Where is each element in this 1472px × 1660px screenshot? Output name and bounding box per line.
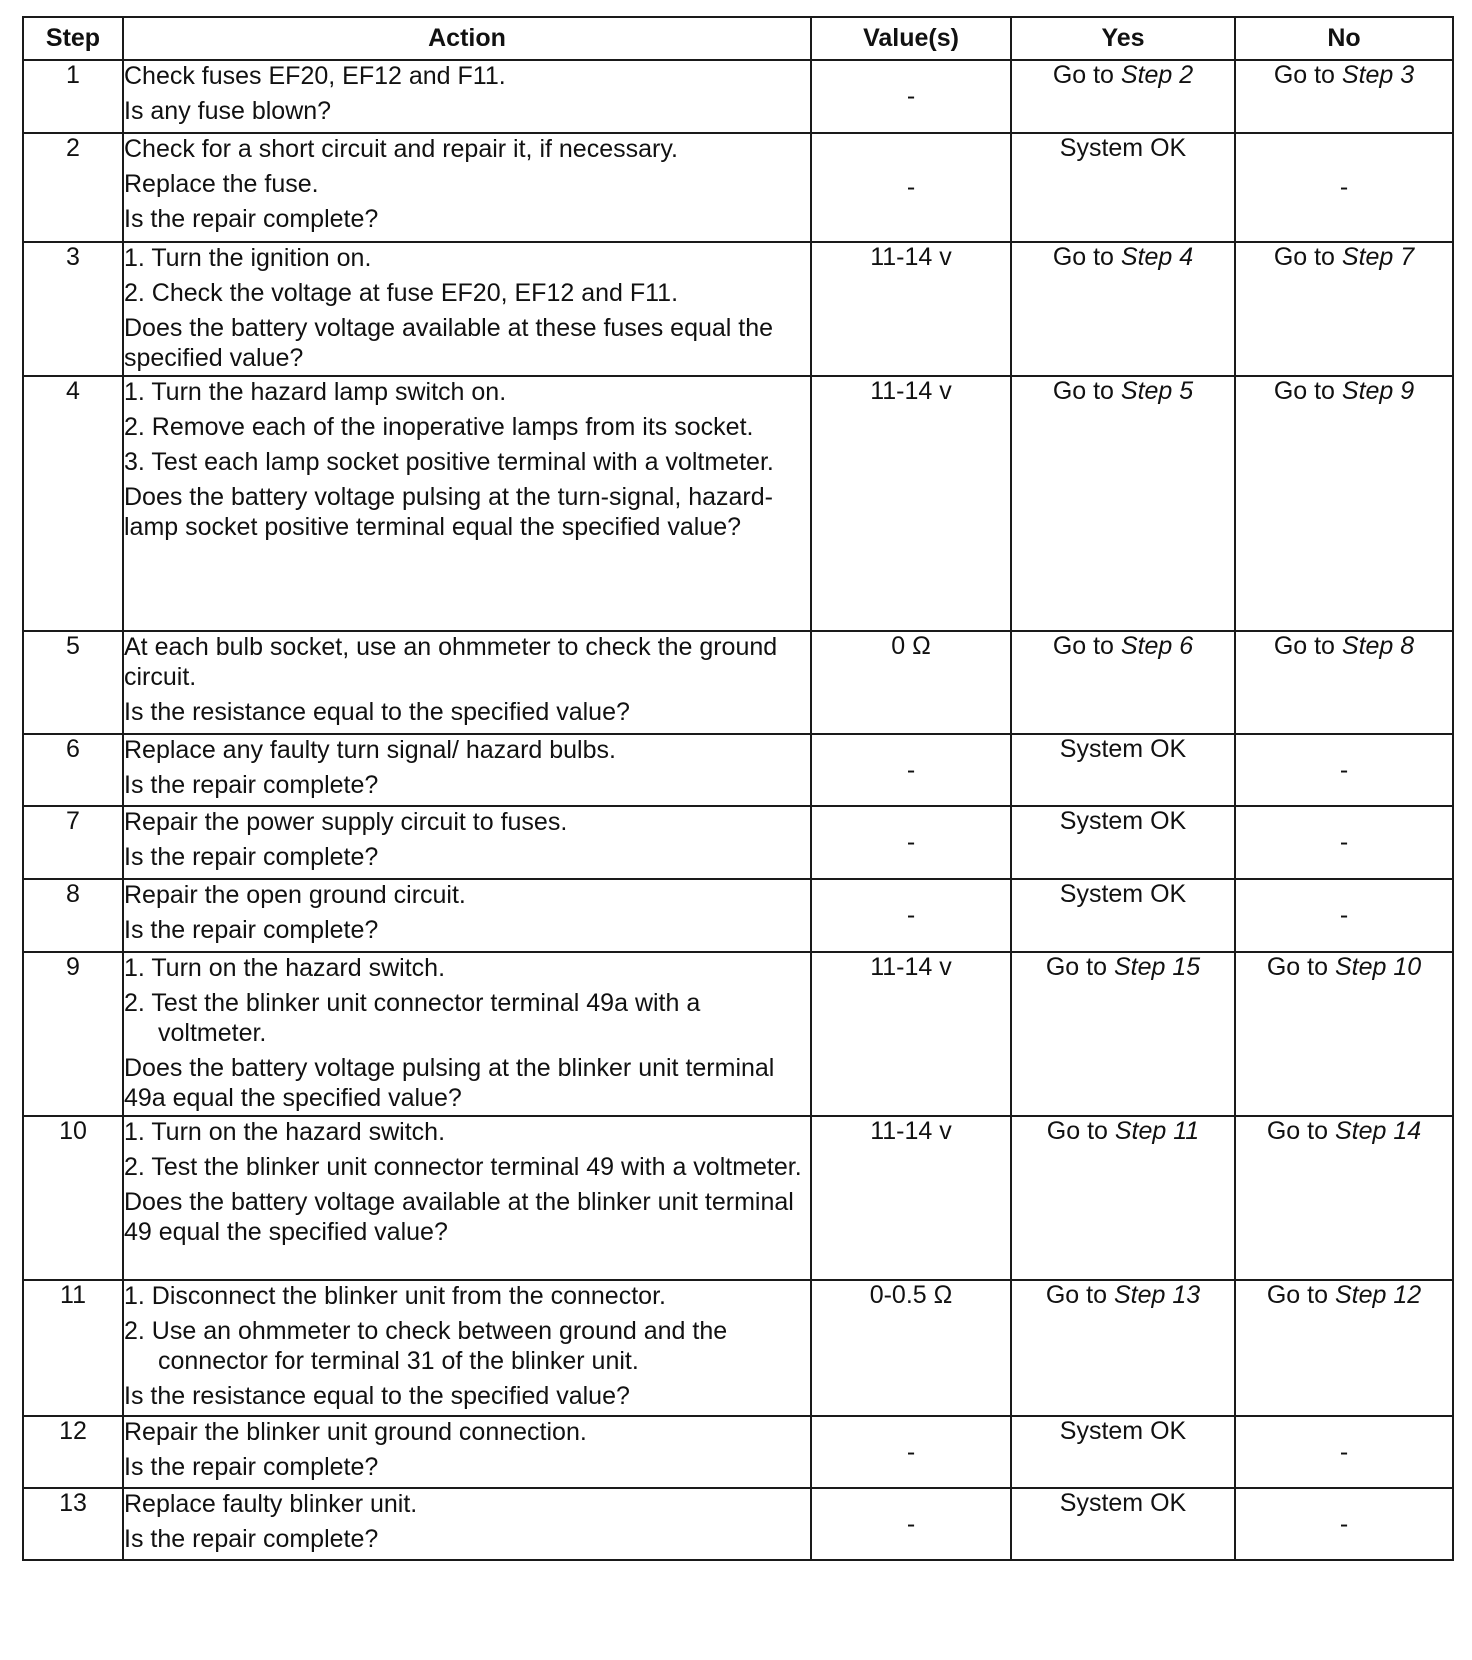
yes-outcome-text: Go to	[1052, 632, 1121, 660]
value-cell: -	[811, 1488, 1011, 1560]
no-outcome-text: -	[1339, 173, 1349, 201]
step-number: 11	[23, 1280, 123, 1416]
yes-outcome-text: Go to	[1052, 377, 1121, 405]
action-cell	[123, 879, 811, 952]
yes-outcome-text: Go to	[1045, 953, 1114, 981]
yes-outcome-text: Go to	[1052, 243, 1121, 271]
no-outcome-text: Go to	[1273, 377, 1342, 405]
yes-step-link: Step 15	[1113, 953, 1201, 981]
diagnostic-table	[22, 16, 1454, 1561]
value-cell: 11-14 v	[811, 376, 1011, 631]
yes-step-link: Step 2	[1120, 61, 1194, 89]
yes-step-link: Step 5	[1120, 377, 1194, 405]
no-outcome	[1235, 60, 1453, 133]
no-outcome	[1235, 133, 1453, 242]
table-row	[23, 133, 1453, 242]
action-line: Is the repair complete?	[124, 1453, 379, 1481]
value-cell: 11-14 v	[811, 952, 1011, 1116]
no-outcome	[1235, 1116, 1453, 1280]
value-cell: 11-14 v	[811, 1116, 1011, 1280]
yes-outcome	[1011, 60, 1235, 133]
no-outcome	[1235, 242, 1453, 376]
action-cell	[123, 1116, 811, 1280]
header-action: Action	[123, 17, 811, 60]
no-outcome-text: Go to	[1273, 243, 1342, 271]
action-line: 1. Turn on the hazard switch.	[124, 1118, 446, 1146]
yes-outcome-text: Go to	[1052, 61, 1121, 89]
yes-outcome	[1011, 1116, 1235, 1280]
step-number: 8	[23, 879, 123, 952]
table-row	[23, 242, 1453, 376]
yes-step-link: Step 4	[1120, 243, 1194, 271]
action-line: Does the battery voltage pulsing at the turn-signal, hazard-lamp socket positive terminal equal the specified value?	[124, 483, 773, 541]
action-cell	[123, 631, 811, 734]
table-row	[23, 1416, 1453, 1488]
no-outcome	[1235, 952, 1453, 1116]
yes-outcome	[1011, 1488, 1235, 1560]
action-line: Repair the blinker unit ground connection.	[124, 1418, 587, 1446]
action-cell	[123, 376, 811, 631]
action-line: Does the battery voltage available at the blinker unit terminal 49 equal the specified value?	[124, 1188, 794, 1246]
action-line: Replace the fuse.	[124, 170, 319, 198]
yes-outcome-text: System OK	[1059, 807, 1187, 835]
action-cell	[123, 133, 811, 242]
value-cell: -	[811, 806, 1011, 879]
table-row	[23, 1280, 1453, 1416]
action-line: Does the battery voltage pulsing at the blinker unit terminal 49a equal the specified value?	[124, 1054, 775, 1112]
yes-step-link: Step 6	[1120, 632, 1194, 660]
yes-outcome	[1011, 734, 1235, 806]
step-number: 5	[23, 631, 123, 734]
yes-outcome	[1011, 376, 1235, 631]
no-outcome	[1235, 806, 1453, 879]
no-outcome-text: Go to	[1273, 632, 1342, 660]
action-line: Is any fuse blown?	[124, 97, 332, 125]
table-row	[23, 952, 1453, 1116]
step-number: 4	[23, 376, 123, 631]
yes-outcome-text: System OK	[1059, 880, 1187, 908]
table-row	[23, 376, 1453, 631]
value-cell: -	[811, 60, 1011, 133]
no-step-link: Step 7	[1341, 243, 1415, 271]
no-outcome	[1235, 1280, 1453, 1416]
action-line: Is the resistance equal to the specified value?	[124, 1382, 630, 1410]
action-line: 2. Remove each of the inoperative lamps from its socket.	[124, 413, 754, 441]
action-line: Repair the power supply circuit to fuses.	[124, 808, 568, 836]
yes-outcome	[1011, 133, 1235, 242]
action-line: Is the repair complete?	[124, 1525, 379, 1553]
no-outcome	[1235, 376, 1453, 631]
no-step-link: Step 9	[1341, 377, 1415, 405]
action-line: Is the repair complete?	[124, 843, 379, 871]
yes-outcome-text: System OK	[1059, 134, 1187, 162]
value-cell: -	[811, 1416, 1011, 1488]
yes-outcome	[1011, 952, 1235, 1116]
header-values: Value(s)	[811, 17, 1011, 60]
action-line: 2. Test the blinker unit connector terminal 49 with a voltmeter.	[124, 1153, 802, 1181]
table-row	[23, 879, 1453, 952]
table-body	[23, 60, 1453, 1560]
action-line: 1. Turn the ignition on.	[124, 244, 372, 272]
action-line: Replace any faulty turn signal/ hazard bulbs.	[124, 736, 616, 764]
action-line: Replace faulty blinker unit.	[124, 1490, 418, 1518]
diagnostic-sheet	[22, 16, 1452, 1561]
step-number: 7	[23, 806, 123, 879]
yes-outcome-text: Go to	[1045, 1281, 1114, 1309]
yes-outcome-text: Go to	[1046, 1117, 1115, 1145]
no-step-link: Step 10	[1334, 953, 1422, 981]
table-row	[23, 60, 1453, 133]
action-line: Check for a short circuit and repair it, if necessary.	[124, 135, 678, 163]
action-line: 1. Turn on the hazard switch.	[124, 954, 446, 982]
yes-step-link: Step 11	[1114, 1117, 1200, 1145]
no-outcome	[1235, 1488, 1453, 1560]
action-cell	[123, 952, 811, 1116]
header-step: Step	[23, 17, 123, 60]
step-number: 3	[23, 242, 123, 376]
no-outcome-text: -	[1339, 828, 1349, 856]
action-line: 2. Use an ohmmeter to check between ground and the connector for terminal 31 of the blinker unit.	[124, 1317, 728, 1375]
no-step-link: Step 8	[1341, 632, 1415, 660]
no-step-link: Step 14	[1334, 1117, 1422, 1145]
action-cell	[123, 806, 811, 879]
action-cell	[123, 60, 811, 133]
yes-outcome	[1011, 631, 1235, 734]
no-outcome	[1235, 734, 1453, 806]
no-outcome-text: Go to	[1266, 1281, 1335, 1309]
step-number: 9	[23, 952, 123, 1116]
yes-outcome	[1011, 806, 1235, 879]
step-number: 2	[23, 133, 123, 242]
step-number: 6	[23, 734, 123, 806]
no-outcome-text: -	[1339, 901, 1349, 929]
value-cell: 0 Ω	[811, 631, 1011, 734]
header-yes: Yes	[1011, 17, 1235, 60]
action-line: Is the resistance equal to the specified value?	[124, 698, 630, 726]
action-line: Does the battery voltage available at these fuses equal the specified value?	[124, 314, 774, 372]
no-step-link: Step 12	[1334, 1281, 1422, 1309]
yes-outcome	[1011, 1416, 1235, 1488]
table-row	[23, 806, 1453, 879]
action-cell	[123, 1280, 811, 1416]
no-outcome	[1235, 1416, 1453, 1488]
action-line: 1. Turn the hazard lamp switch on.	[124, 378, 507, 406]
header-no: No	[1235, 17, 1453, 60]
no-outcome-text: Go to	[1273, 61, 1342, 89]
step-number: 10	[23, 1116, 123, 1280]
step-number: 1	[23, 60, 123, 133]
no-outcome-text: -	[1339, 1509, 1349, 1538]
action-line: 2. Test the blinker unit connector terminal 49a with a voltmeter.	[124, 989, 701, 1047]
action-line: 3. Test each lamp socket positive terminal with a voltmeter.	[124, 448, 774, 476]
yes-outcome	[1011, 1280, 1235, 1416]
no-outcome-text: -	[1339, 755, 1349, 784]
no-outcome-text: Go to	[1266, 953, 1335, 981]
value-cell: 0-0.5 Ω	[811, 1280, 1011, 1416]
action-line: Is the repair complete?	[124, 771, 379, 799]
step-number: 13	[23, 1488, 123, 1560]
action-line: Is the repair complete?	[124, 916, 379, 944]
value-cell: -	[811, 734, 1011, 806]
action-line: Check fuses EF20, EF12 and F11.	[124, 62, 506, 90]
no-step-link: Step 3	[1341, 61, 1415, 89]
no-outcome-text: Go to	[1266, 1117, 1335, 1145]
yes-outcome-text: System OK	[1059, 735, 1187, 763]
action-line: Repair the open ground circuit.	[124, 881, 466, 909]
yes-outcome	[1011, 242, 1235, 376]
yes-step-link: Step 13	[1113, 1281, 1201, 1309]
table-row	[23, 631, 1453, 734]
header-row	[23, 17, 1453, 60]
no-outcome	[1235, 631, 1453, 734]
table-row	[23, 734, 1453, 806]
value-cell: -	[811, 879, 1011, 952]
action-cell	[123, 242, 811, 376]
action-line: Is the repair complete?	[124, 205, 379, 233]
table-row	[23, 1116, 1453, 1280]
action-line: 1. Disconnect the blinker unit from the connector.	[124, 1282, 666, 1310]
value-cell: 11-14 v	[811, 242, 1011, 376]
yes-outcome-text: System OK	[1059, 1417, 1187, 1445]
action-line: At each bulb socket, use an ohmmeter to check the ground circuit.	[124, 633, 778, 691]
no-outcome	[1235, 879, 1453, 952]
yes-outcome-text: System OK	[1059, 1489, 1187, 1517]
action-cell	[123, 1488, 811, 1560]
value-cell: -	[811, 133, 1011, 242]
action-line: 2. Check the voltage at fuse EF20, EF12 and F11.	[124, 279, 679, 307]
table-row	[23, 1488, 1453, 1560]
action-cell	[123, 734, 811, 806]
no-outcome-text: -	[1339, 1437, 1349, 1466]
action-cell	[123, 1416, 811, 1488]
yes-outcome	[1011, 879, 1235, 952]
step-number: 12	[23, 1416, 123, 1488]
